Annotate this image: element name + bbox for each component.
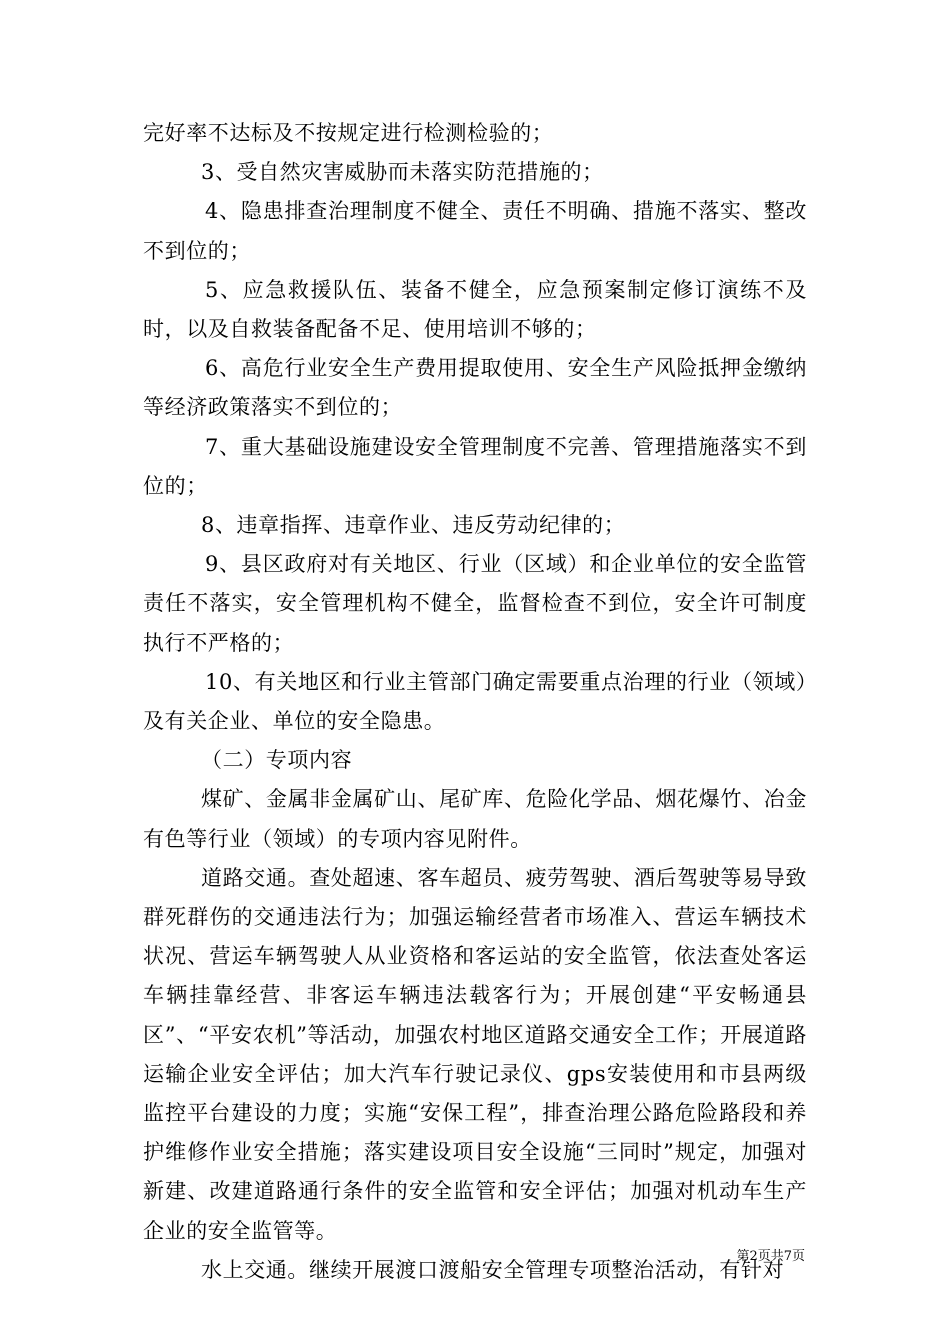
paragraph: 10、有关地区和行业主管部门确定需要重点治理的行业（领域）及有关企业、单位的安全隐患。	[143, 669, 807, 734]
page-footer: 第2页共7页	[736, 1249, 805, 1264]
paragraph: 5、应急救援队伍、装备不健全，应急预案制定修订演练不及时，以及自救装备配备不足、使用培训不够的；	[143, 277, 807, 342]
paragraph: （二）专项内容	[201, 748, 353, 773]
paragraph: 8、违章指挥、违章作业、违反劳动纪律的；	[201, 513, 626, 538]
paragraph: 7、重大基础设施建设安全管理制度不完善、管理措施落实不到位的；	[143, 434, 807, 498]
paragraph: 道路交通。查处超速、客车超员、疲劳驾驶、酒后驾驶等易导致群死群伤的交通违法行为；加强运输经营者市场准入、营运车辆技术状况、营运车辆驾驶人从业资格和客运站的安全监管，依法查处客运车辆挂靠经营、非客运车辆违法载客行为；开展创建“平安畅通县区”、“平安农机”等活动，加强农村地区道路交通安全工作；开展道路运输企业安全评估；加大汽车行驶记录仪、gps安装使用和市县两级监控平台建设的力度；实施“安保工程”，排查治理公路危险路段和养护维修作业安全措施；落实建设项目安全设施“三同时”规定，加强对新建、改建道路通行条件的安全监管和安全评估；加强对机动车生产企业的安全监管等。	[143, 865, 807, 1243]
paragraph: 完好率不达标及不按规定进行检测检验的；	[143, 121, 554, 145]
paragraph: 4、隐患排查治理制度不健全、责任不明确、措施不落实、整改不到位的；	[143, 199, 807, 263]
paragraph: 煤矿、金属非金属矿山、尾矿库、危险化学品、烟花爆竹、冶金有色等行业（领域）的专项内容见附件。	[143, 787, 807, 851]
paragraph: 9、县区政府对有关地区、行业（区域）和企业单位的安全监管责任不落实，安全管理机构不健全，监督检查不到位，安全许可制度执行不严格的；	[143, 552, 807, 655]
paragraph: 6、高危行业安全生产费用提取使用、安全生产风险抵押金缴纳等经济政策落实不到位的；	[143, 356, 807, 420]
paragraph: 水上交通。继续开展渡口渡船安全管理专项整治活动，有针对	[201, 1257, 785, 1282]
paragraph: 3、受自然灾害威胁而未落实防范措施的；	[201, 160, 604, 185]
body-text	[143, 114, 807, 1290]
